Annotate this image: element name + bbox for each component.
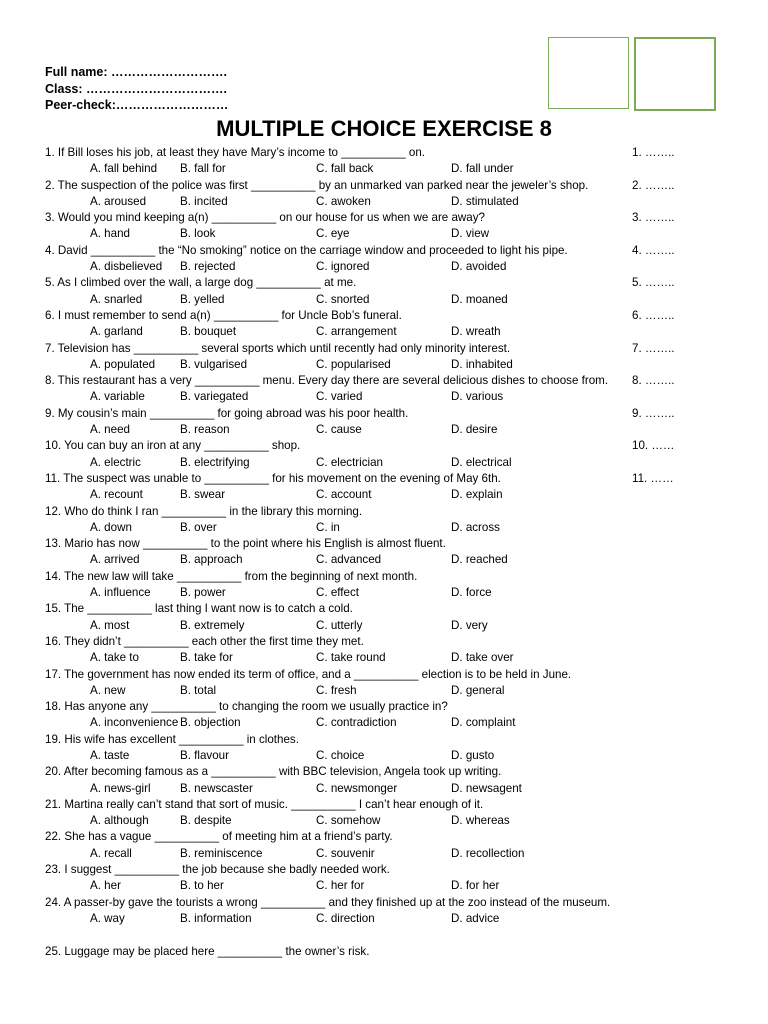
class-field: Class: ……………………………. [45, 81, 227, 96]
question-item [45, 308, 745, 341]
option-b: B. yelled [180, 292, 225, 306]
option-b: B. variegated [180, 390, 249, 404]
option-b: B. objection [180, 716, 241, 730]
question-text: 17. The government has now ended its term of office, and a __________ election is to be held in June. [45, 667, 572, 681]
option-c: C. fresh [316, 683, 357, 697]
option-d: D. inhabited [451, 357, 513, 371]
option-d: D. advice [451, 911, 500, 925]
question-text: 22. She has a vague __________ of meeting him at a friend’s party. [45, 830, 393, 844]
question-text: 3. Would you mind keeping a(n) __________ on our house for us when we are away? [45, 211, 485, 225]
option-b: B. fall for [180, 162, 226, 176]
question-text: 4. David __________ the “No smoking” notice on the carriage window and proceeded to light his pipe. [45, 243, 568, 257]
option-b: B. rejected [180, 260, 236, 274]
option-c: C. eye [316, 227, 350, 241]
answer-blank: 9. …….. [632, 406, 675, 420]
question-item [45, 341, 745, 374]
page-title: MULTIPLE CHOICE EXERCISE 8 [216, 116, 552, 141]
question-list [45, 145, 745, 960]
option-a: A. aroused [90, 194, 147, 208]
answer-options [45, 487, 745, 503]
answer-options [45, 781, 745, 797]
question-text: 2. The suspection of the police was first __________ by an unmarked van parked near the jeweler’s shop. [45, 178, 589, 192]
option-c: C. snorted [316, 292, 370, 306]
answer-blank: 5. …….. [632, 276, 675, 290]
option-b: B. power [180, 586, 226, 600]
option-a: A. variable [90, 390, 145, 404]
option-c: C. popularised [316, 357, 391, 371]
question-item [45, 634, 745, 667]
answer-blank: 2. …….. [632, 178, 675, 192]
question-item [45, 829, 745, 862]
option-d: D. across [451, 520, 500, 534]
option-d: D. whereas [451, 814, 510, 828]
question-text: 23. I suggest __________ the job because she badly needed work. [45, 863, 390, 877]
option-d: D. moaned [451, 292, 508, 306]
answer-options [45, 878, 745, 894]
answer-options [45, 813, 745, 829]
option-b: B. vulgarised [180, 357, 248, 371]
question-text: 1. If Bill loses his job, at least they have Mary’s income to __________ on. [45, 146, 426, 159]
option-a: A. snarled [90, 292, 143, 306]
question-text: 10. You can buy an iron at any __________ shop. [45, 439, 301, 453]
peer-check-field: Peer-check:……………………… [45, 98, 229, 112]
option-d: D. desire [451, 423, 498, 437]
question-text: 15. The __________ last thing I want now is to catch a cold. [45, 602, 353, 616]
option-c: C. newsmonger [316, 781, 398, 795]
question-item [45, 699, 745, 732]
option-a: A. although [90, 814, 149, 828]
question-text: 14. The new law will take __________ from the beginning of next month. [45, 569, 418, 583]
question-text: 25. Luggage may be placed here __________ the owner’s risk. [45, 944, 370, 958]
option-b: B. electrifying [180, 455, 250, 469]
question-text: 5. As I climbed over the wall, a large dog __________ at me. [45, 276, 357, 290]
option-b: B. approach [180, 553, 243, 567]
question-text: 11. The suspect was unable to __________ for his movement on the evening of May 6th. [45, 471, 501, 485]
answer-options [45, 520, 745, 536]
option-d: D. gusto [451, 748, 495, 762]
answer-options [45, 618, 745, 634]
option-d: D. avoided [451, 260, 507, 274]
option-b: B. bouquet [180, 325, 237, 339]
question-item [45, 732, 745, 765]
option-c: C. somehow [316, 814, 381, 828]
question-text: 13. Mario has now __________ to the point where his English is almost fluent. [45, 537, 446, 551]
peer-score-box [634, 37, 716, 111]
answer-options [45, 161, 745, 177]
option-a: A. influence [90, 586, 151, 600]
answer-blank: 10. …… [632, 439, 675, 453]
option-b: B. reason [180, 423, 230, 437]
option-b: B. extremely [180, 618, 245, 632]
question-item [45, 504, 745, 537]
option-a: A. take to [90, 651, 139, 665]
option-c: C. effect [316, 586, 359, 600]
option-c: C. account [316, 488, 372, 502]
question-item [45, 764, 745, 797]
option-a: A. electric [90, 455, 141, 469]
option-a: A. way [90, 911, 125, 925]
option-a: A. most [90, 618, 130, 632]
answer-options [45, 585, 745, 601]
answer-options [45, 324, 745, 340]
option-d: D. electrical [451, 455, 512, 469]
question-text: 18. Has anyone any __________ to changing the room we usually practice in? [45, 700, 448, 714]
answer-options [45, 389, 745, 405]
option-a: A. populated [90, 357, 156, 371]
question-item [45, 667, 745, 700]
question-item [45, 438, 745, 471]
option-a: A. new [90, 683, 126, 697]
option-d: D. for her [451, 879, 500, 893]
student-info [45, 64, 228, 114]
question-item [45, 373, 745, 406]
option-a: A. recount [90, 488, 143, 502]
question-text: 7. Television has __________ several sports which until recently had only minority interest. [45, 341, 511, 355]
question-item [45, 797, 745, 830]
option-c: C. contradiction [316, 716, 397, 730]
blank-line [45, 927, 745, 943]
option-a: A. taste [90, 748, 130, 762]
question-item [45, 862, 745, 895]
answer-blank: 7. …….. [632, 341, 675, 355]
option-d: D. force [451, 586, 492, 600]
option-b: B. swear [180, 488, 226, 502]
option-c: C. electrician [316, 455, 384, 469]
answer-options [45, 911, 745, 927]
option-d: D. wreath [451, 325, 501, 339]
answer-blank: 8. …….. [632, 374, 675, 388]
option-d: D. various [451, 390, 504, 404]
question-text: 24. A passer-by gave the tourists a wrong __________ and they finished up at the zoo instead of the museum. [45, 895, 611, 909]
option-d: D. explain [451, 488, 503, 502]
option-b: B. newscaster [180, 781, 253, 795]
option-c: C. awoken [316, 194, 371, 208]
option-d: D. take over [451, 651, 514, 665]
option-a: A. disbelieved [90, 260, 163, 274]
option-a: A. her [90, 879, 121, 893]
answer-options [45, 226, 745, 242]
option-d: D. reached [451, 553, 508, 567]
option-b: B. look [180, 227, 216, 241]
option-c: C. in [316, 520, 340, 534]
answer-blank: 3. …….. [632, 211, 675, 225]
option-d: D. newsagent [451, 781, 522, 795]
question-item [45, 536, 745, 569]
option-c: C. fall back [316, 162, 374, 176]
option-c: C. utterly [316, 618, 363, 632]
answer-options [45, 683, 745, 699]
option-b: B. total [180, 683, 217, 697]
question-item [45, 275, 745, 308]
option-b: B. reminiscence [180, 846, 263, 860]
option-a: A. garland [90, 325, 143, 339]
option-b: B. flavour [180, 748, 229, 762]
option-d: D. complaint [451, 716, 516, 730]
answer-blank: 4. …….. [632, 243, 675, 257]
option-c: C. ignored [316, 260, 370, 274]
option-c: C. arrangement [316, 325, 397, 339]
answer-options [45, 552, 745, 568]
option-c: C. advanced [316, 553, 382, 567]
option-d: D. general [451, 683, 505, 697]
question-item [45, 243, 745, 276]
score-box [548, 37, 629, 109]
question-item [45, 895, 745, 928]
question-text: 20. After becoming famous as a __________ with BBC television, Angela took up writing. [45, 765, 502, 779]
option-a: A. arrived [90, 553, 140, 567]
question-item [45, 406, 745, 439]
full-name-field: Full name: ………………………. [45, 65, 227, 79]
option-c: C. her for [316, 879, 365, 893]
answer-options [45, 292, 745, 308]
option-b: B. over [180, 520, 217, 534]
option-d: D. view [451, 227, 490, 241]
answer-options [45, 715, 745, 731]
option-a: A. hand [90, 227, 130, 241]
option-a: A. recall [90, 846, 132, 860]
question-item [45, 471, 745, 504]
option-b: B. despite [180, 814, 232, 828]
option-d: D. fall under [451, 162, 514, 176]
question-text: 12. Who do think I ran __________ in the library this morning. [45, 504, 363, 518]
option-a: A. inconvenience [90, 716, 179, 730]
answer-blank: 1. …….. [632, 146, 675, 159]
answer-blank: 11. …… [632, 471, 674, 485]
option-d: D. very [451, 618, 488, 632]
answer-options [45, 650, 745, 666]
option-b: B. to her [180, 879, 224, 893]
option-b: B. incited [180, 194, 228, 208]
question-text: 19. His wife has excellent __________ in clothes. [45, 732, 299, 746]
option-c: C. cause [316, 423, 362, 437]
option-a: A. fall behind [90, 162, 158, 176]
answer-options [45, 455, 745, 471]
question-text: 16. They didn’t __________ each other the first time they met. [45, 634, 364, 648]
option-c: C. choice [316, 748, 365, 762]
answer-blank: 6. …….. [632, 308, 675, 322]
question-item [45, 569, 745, 602]
option-b: B. take for [180, 651, 233, 665]
option-a: A. need [90, 423, 130, 437]
question-text: 6. I must remember to send a(n) __________ for Uncle Bob’s funeral. [45, 308, 402, 322]
option-c: C. varied [316, 390, 363, 404]
option-b: B. information [180, 911, 252, 925]
question-item [45, 145, 745, 178]
option-a: A. down [90, 520, 132, 534]
question-item [45, 178, 745, 211]
option-a: A. news-girl [90, 781, 151, 795]
answer-options [45, 422, 745, 438]
question-text: 8. This restaurant has a very __________ menu. Every day there are several delicious dishes to choose from. [45, 374, 609, 388]
option-c: C. souvenir [316, 846, 375, 860]
question-item [45, 601, 745, 634]
question-item [45, 210, 745, 243]
option-c: C. direction [316, 911, 375, 925]
answer-options [45, 194, 745, 210]
option-d: D. stimulated [451, 194, 519, 208]
answer-options [45, 846, 745, 862]
option-d: D. recollection [451, 846, 525, 860]
answer-options [45, 259, 745, 275]
answer-options [45, 357, 745, 373]
question-text: 9. My cousin’s main __________ for going abroad was his poor health. [45, 406, 409, 420]
question-text: 21. Martina really can’t stand that sort of music. __________ I can’t hear enough of it. [45, 797, 484, 811]
option-c: C. take round [316, 651, 386, 665]
answer-options [45, 748, 745, 764]
